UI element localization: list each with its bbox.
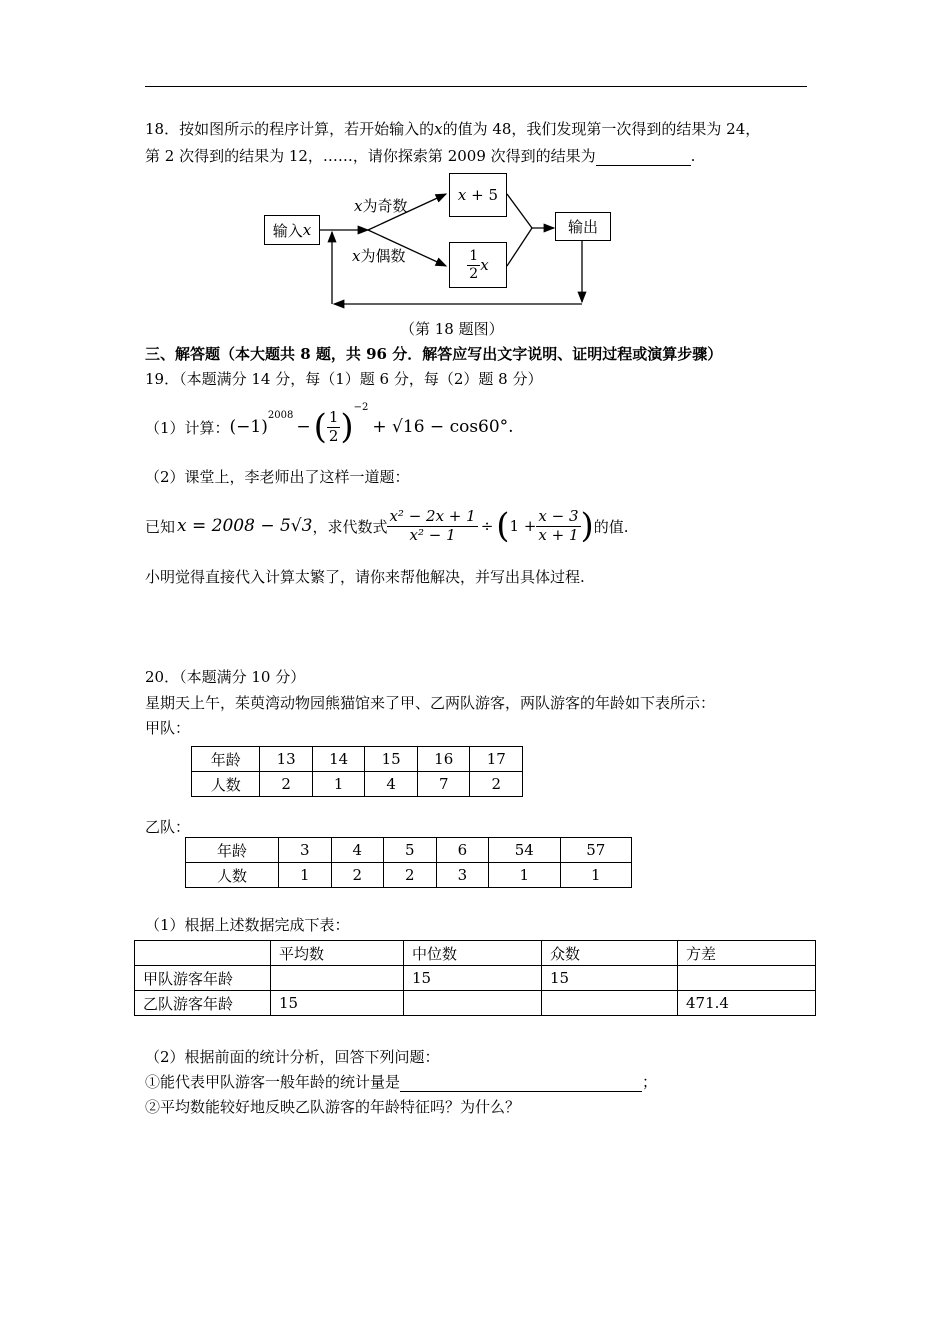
section-heading: 三、解答题（本大题共 8 题，共 96 分．解答应写出文字说明、证明过程或演算步骤）: [145, 345, 723, 363]
input-var: x: [302, 221, 312, 239]
table-cell: 6: [436, 838, 489, 863]
q19-lparen: (: [496, 506, 510, 546]
odd-op-box: [449, 173, 507, 217]
q18-period: .: [690, 147, 696, 165]
table-cell: 2: [470, 772, 523, 797]
even-op-var: x: [480, 256, 489, 274]
q19-expr-den1: x² − 1: [409, 525, 456, 544]
q19-rparen: ): [580, 506, 594, 546]
table-cell: 15: [542, 966, 678, 991]
table-row: [135, 941, 816, 966]
table-cell: 57: [560, 838, 632, 863]
q19-end: 的值.: [593, 517, 629, 536]
table-cell: 14: [312, 747, 365, 772]
table-cell: 5: [384, 838, 437, 863]
table-cell: 1: [560, 863, 632, 888]
table-cell: 2: [384, 863, 437, 888]
half-den: 2: [469, 265, 479, 282]
half-fraction: [467, 248, 480, 281]
q19-expr-den2: x + 1: [538, 525, 579, 544]
table-cell: 4: [331, 838, 384, 863]
table-cell: 2: [260, 772, 313, 797]
team-a-label: 甲队：: [145, 719, 191, 737]
q19-xvalue: x = 2008 − 5√3: [177, 516, 313, 536]
stats-table: [134, 940, 816, 1016]
table-cell[interactable]: [678, 966, 816, 991]
q19-part1: [145, 402, 514, 452]
q19-p1-minus: −: [296, 417, 311, 437]
table-row: [135, 991, 816, 1016]
q19-mid: ，求代数式: [312, 517, 388, 536]
table-cell: 1: [489, 863, 560, 888]
table-row: [186, 863, 632, 888]
q19-p1-lparen: (: [313, 407, 327, 447]
table-cell: 4: [365, 772, 418, 797]
q19-p1-rest: + √16 − cos60°.: [372, 417, 514, 437]
input-label: 输入: [272, 221, 303, 240]
table-cell: 13: [260, 747, 313, 772]
table-cell: 1: [312, 772, 365, 797]
q19-div: ÷: [480, 517, 494, 535]
q18-text-c: 第 2 次得到的结果为 12，……，请你探索第 2009 次得到的结果为: [145, 147, 596, 165]
table-cell: [135, 941, 271, 966]
q18-text-a: 18．按如图所示的程序计算，若开始输入的: [145, 120, 435, 138]
q19-p1-base: (−1): [229, 417, 268, 437]
team-a-table: [191, 746, 523, 797]
figure-caption: （第 18 题图）: [400, 320, 504, 338]
q19-p1-exp: 2008: [267, 410, 294, 421]
q19-part2-last: 小明觉得直接代入计算太繁了，请你来帮他解决，并写出具体过程.: [145, 568, 585, 586]
table-cell: 平均数: [271, 941, 404, 966]
table-cell: 2: [331, 863, 384, 888]
table-cell: 众数: [542, 941, 678, 966]
table-cell: 16: [417, 747, 470, 772]
output-label: 输出: [567, 218, 598, 236]
q19-one-plus: 1 +: [509, 517, 537, 535]
table-cell[interactable]: [542, 991, 678, 1016]
q20-intro: 星期天上午，茱萸湾动物园熊猫馆来了甲、乙两队游客，两队游客的年龄如下表所示：: [145, 694, 716, 712]
table-cell: 15: [365, 747, 418, 772]
even-var: x: [352, 247, 361, 265]
q19-expr-num2: x − 3: [538, 507, 579, 526]
table-cell: 中位数: [404, 941, 542, 966]
table-cell: 15: [271, 991, 404, 1016]
table-cell: 1: [279, 863, 332, 888]
output-box: [555, 212, 611, 241]
q20-part2: （2）根据前面的统计分析，回答下列问题：: [145, 1048, 440, 1066]
q19-header: 19．（本题满分 14 分，每（1）题 6 分，每（2）题 8 分）: [145, 370, 543, 388]
table-cell: 乙队游客年龄: [135, 991, 271, 1016]
q18-var-x: x: [434, 120, 443, 138]
q19-part2-problem: [145, 500, 629, 552]
q20-part1: （1）根据上述数据完成下表：: [145, 916, 350, 934]
odd-op-var: x: [457, 186, 467, 204]
q20-part2b: ②平均数能较好地反映乙队游客的年龄特征吗？为什么？: [145, 1098, 521, 1116]
q19-p1-half-num: 1: [328, 408, 339, 427]
q19-p1-half: [327, 409, 341, 445]
table-cell[interactable]: [404, 991, 542, 1016]
team-b-table: [185, 837, 632, 888]
table-cell: 甲队游客年龄: [135, 966, 271, 991]
even-condition: [352, 245, 405, 266]
even-op-box: [449, 242, 507, 288]
q19-p1-prefix: （1）计算：: [145, 418, 230, 437]
q19-p1-rparen: ): [340, 407, 354, 447]
table-cell[interactable]: [271, 966, 404, 991]
table-row: [192, 772, 523, 797]
table-cell: 3: [436, 863, 489, 888]
odd-condition: [354, 195, 407, 216]
table-row: [192, 747, 523, 772]
table-row: [186, 838, 632, 863]
table-row: [135, 966, 816, 991]
table-cell: 3: [279, 838, 332, 863]
q19-given: 已知: [145, 517, 176, 536]
flowchart-arrows: [0, 0, 950, 340]
q19-expr-num1: x² − 2x + 1: [389, 507, 476, 526]
q19-expr-frac1: [387, 508, 477, 544]
table-cell: 年龄: [192, 747, 260, 772]
team-b-label: 乙队：: [145, 818, 191, 836]
half-num: 1: [469, 248, 479, 265]
even-label: 为偶数: [360, 247, 406, 265]
table-cell: 471.4: [678, 991, 816, 1016]
table-cell: 17: [470, 747, 523, 772]
q20-answer-blank[interactable]: [400, 1091, 642, 1092]
odd-label: 为奇数: [362, 197, 408, 215]
table-cell: 7: [417, 772, 470, 797]
q18-text-b: 的值为 48，我们发现第一次得到的结果为 24，: [442, 120, 761, 138]
q19-part2-intro: （2）课堂上，李老师出了这样一道题：: [145, 468, 410, 486]
q19-p1-half-den: 2: [328, 426, 339, 445]
q20-p2a-text: ①能代表甲队游客一般年龄的统计量是: [145, 1073, 401, 1091]
table-cell: 15: [404, 966, 542, 991]
q20-part2a: [145, 1071, 657, 1092]
input-box: [264, 215, 320, 245]
table-cell: 方差: [678, 941, 816, 966]
table-cell: 人数: [192, 772, 260, 797]
table-cell: 年龄: [186, 838, 279, 863]
q20-p2a-end: ；: [642, 1073, 658, 1091]
q19-p1-exp2: −2: [353, 402, 369, 413]
table-cell: 54: [489, 838, 560, 863]
q19-expr-frac2: [536, 508, 580, 544]
q20-header: 20．（本题满分 10 分）: [145, 668, 306, 686]
table-cell: 人数: [186, 863, 279, 888]
odd-var: x: [354, 197, 363, 215]
odd-op-text: + 5: [471, 186, 499, 204]
